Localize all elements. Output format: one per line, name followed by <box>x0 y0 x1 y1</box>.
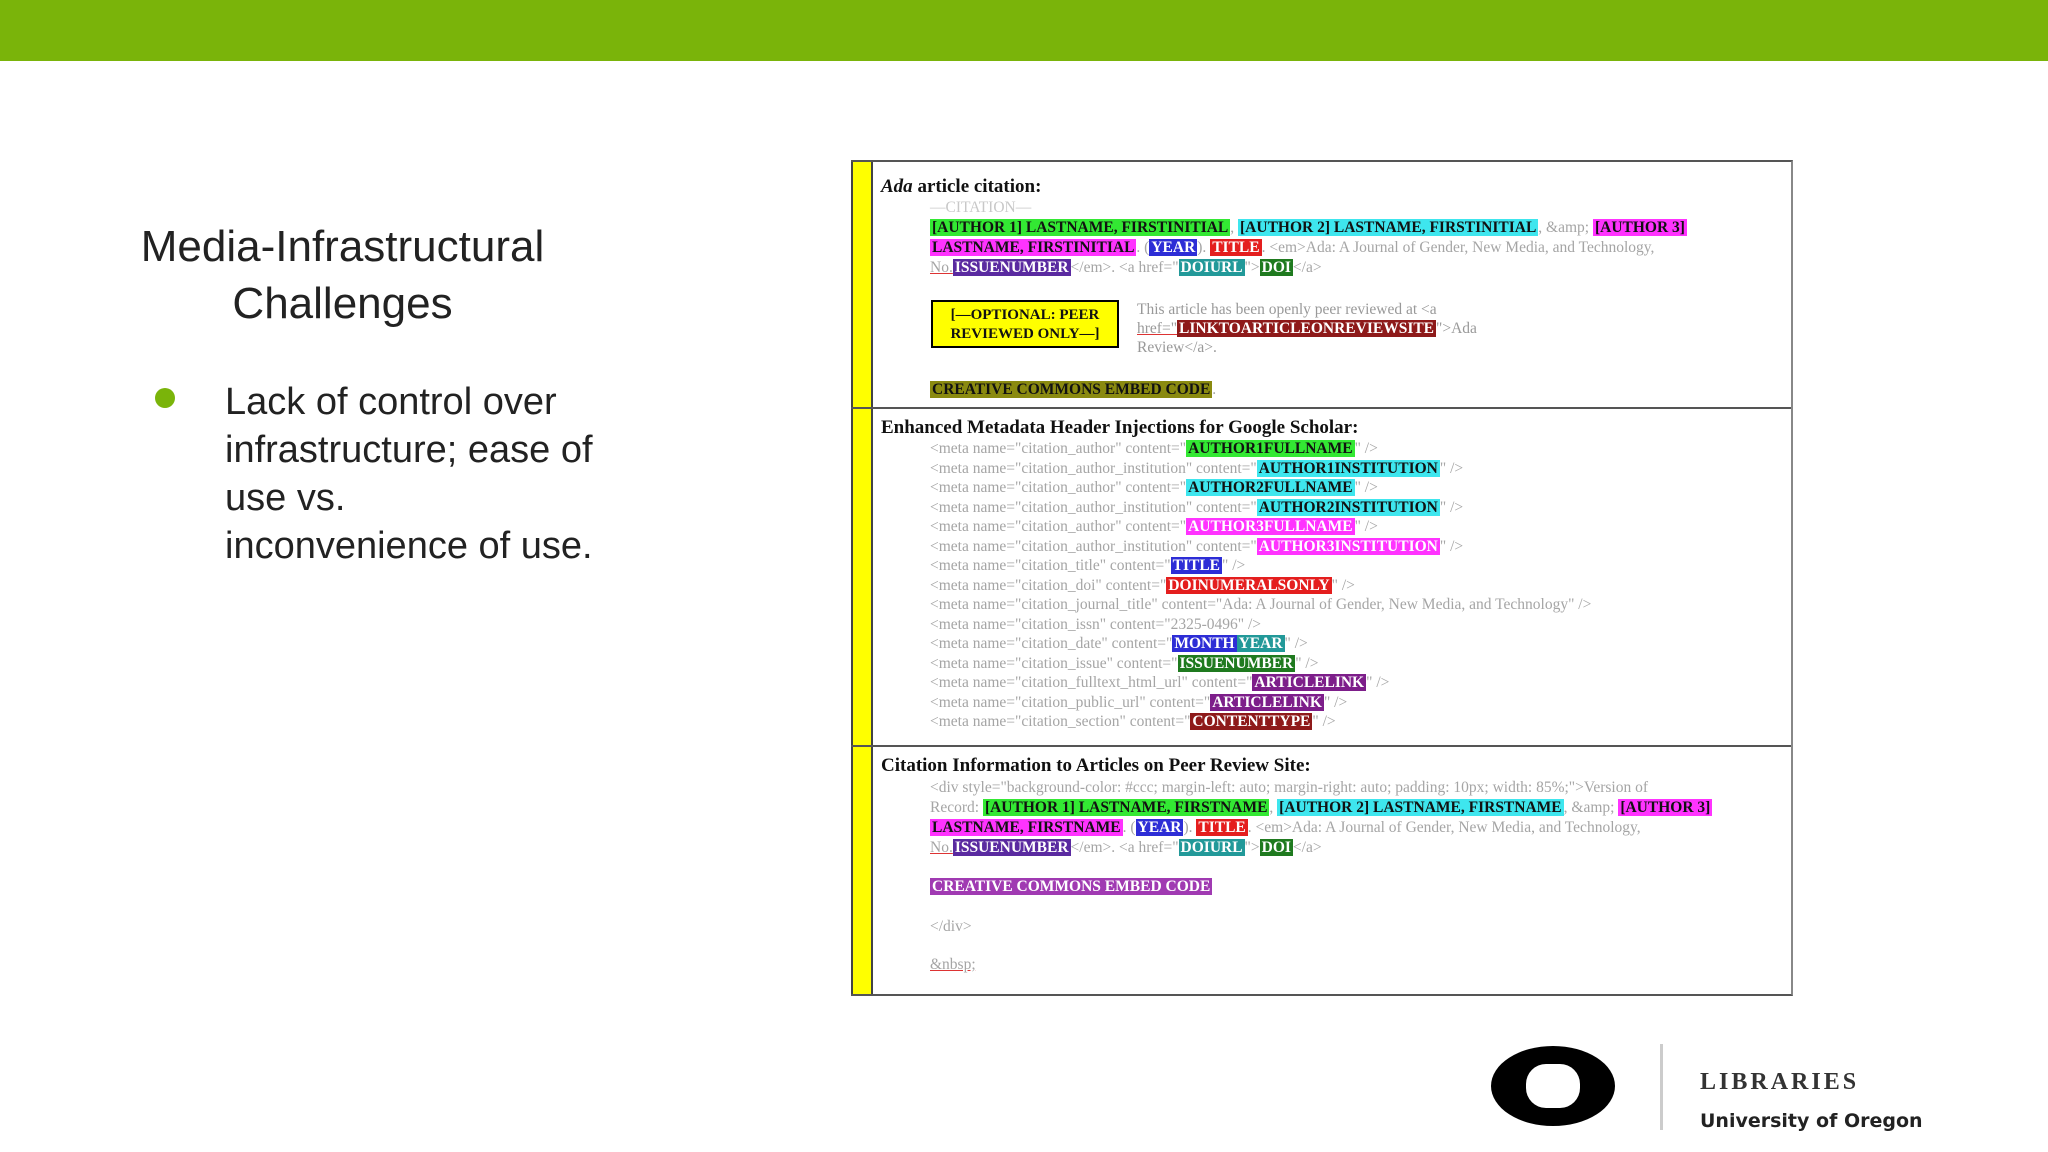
citation-line-1 <box>930 218 1687 237</box>
review-link-token: LINKTOARTICLEONREVIEWSITE <box>1179 320 1435 337</box>
meta-prefix: <meta name="citation_author" content=" <box>930 440 1187 457</box>
sep: ). <box>1197 239 1211 256</box>
document-figure <box>851 160 1793 996</box>
title-token: TITLE <box>1198 819 1246 836</box>
no-label: No. <box>930 259 953 276</box>
sep: , <box>1269 799 1278 816</box>
meta-row <box>930 576 1355 595</box>
logo-divider <box>1660 1044 1663 1130</box>
title-token: TITLE <box>1212 239 1260 256</box>
author2-token: [AUTHOR 2] LASTNAME, FIRSTNAME <box>1279 799 1562 816</box>
meta-prefix: <meta name="citation_author" content=" <box>930 479 1187 496</box>
issue-token: ISSUENUMBER <box>954 839 1069 856</box>
meta-row <box>930 478 1378 497</box>
meta-suffix: " /> <box>1439 498 1464 516</box>
meta-value-token: MONTH <box>1174 635 1235 652</box>
meta-prefix: <meta name="citation_fulltext_html_url" content=" <box>930 674 1253 691</box>
bullet-dot-icon <box>155 388 175 408</box>
sep: . <box>1212 381 1217 398</box>
bullet-text: Lack of control over infrastructure; ease of use vs. inconvenience of use. <box>225 381 593 567</box>
meta-suffix: " /> <box>1439 537 1464 555</box>
meta-row <box>930 459 1463 478</box>
section-title: Citation Information to Articles on Peer Review Site: <box>881 755 1311 776</box>
meta-row <box>930 556 1245 575</box>
sep: , &amp; <box>1563 799 1619 816</box>
meta-prefix: <meta name="citation_author_institution" content=" <box>930 537 1257 555</box>
citation-line-3 <box>930 838 1322 857</box>
sep: , <box>1230 219 1239 236</box>
peer-href: href=" <box>1137 320 1178 337</box>
year-token: YEAR <box>1151 239 1196 256</box>
meta-value-token: TITLE <box>1172 557 1220 574</box>
doi-token: DOI <box>1261 259 1291 276</box>
cc-embed-token: CREATIVE COMMONS EMBED CODE <box>932 381 1211 398</box>
journal-text: . <em>Ada: A Journal of Gender, New Media, and Technology, <box>1247 819 1641 836</box>
meta-prefix: <meta name="citation_journal_title" content="Ada: A Journal of Gender, New Media, and Technology" /> <box>930 596 1592 613</box>
logo-university-text: University of Oregon <box>1700 1110 1923 1132</box>
peer-end: ">Ada Review</a>. <box>1137 320 1477 356</box>
citation-line-1 <box>930 798 1712 817</box>
cc-embed-line <box>930 877 1212 896</box>
citation-line-2 <box>930 238 1654 257</box>
meta-value-token: ARTICLELINK <box>1212 693 1322 711</box>
section-title <box>881 176 1041 198</box>
sep: "> <box>1244 839 1260 856</box>
meta-value-token: AUTHOR2INSTITUTION <box>1258 498 1438 516</box>
meta-suffix: " /> <box>1354 440 1378 457</box>
meta-suffix: " /> <box>1331 576 1355 594</box>
peer-review-text <box>1137 300 1557 357</box>
meta-prefix: <meta name="citation_section" content=" <box>930 713 1191 730</box>
meta-row <box>930 693 1347 712</box>
meta-prefix: <meta name="citation_date" content=" <box>930 635 1173 652</box>
cc-embed-token: CREATIVE COMMONS EMBED CODE <box>932 878 1211 895</box>
uo-o-logo-icon <box>1488 1044 1618 1128</box>
slide-title-line1: Media-Infrastructural <box>140 222 545 271</box>
meta-row <box>930 498 1463 517</box>
author3-token: [AUTHOR 3] <box>1620 799 1711 816</box>
citation-comment: —CITATION— <box>930 199 1032 216</box>
meta-value-token: AUTHOR1INSTITUTION <box>1258 459 1438 477</box>
meta-suffix: " /> <box>1323 693 1348 711</box>
logo-libraries-text: LIBRARIES <box>1700 1069 1860 1095</box>
meta-row <box>930 634 1308 653</box>
meta-row <box>930 673 1389 692</box>
sep: "> <box>1244 259 1260 276</box>
meta-row <box>930 654 1318 673</box>
meta-value-token: CONTENTTYPE <box>1192 713 1311 730</box>
journal-text: . <em>Ada: A Journal of Gender, New Media, and Technology, <box>1261 239 1655 256</box>
year-token: YEAR <box>1137 819 1182 836</box>
doi-token: DOI <box>1261 839 1291 856</box>
meta-suffix: " /> <box>1366 674 1390 691</box>
section-peer-review-citation <box>875 747 1791 994</box>
author1-token: [AUTHOR 1] LASTNAME, FIRSTNAME <box>984 799 1268 816</box>
meta-prefix: <meta name="citation_title" content=" <box>930 557 1171 574</box>
meta-suffix: " /> <box>1222 557 1246 574</box>
meta-prefix: <meta name="citation_issn" content="2325-0496" /> <box>930 615 1262 633</box>
meta-prefix: <meta name="citation_issue" content=" <box>930 654 1178 672</box>
author3-name-token: LASTNAME, FIRSTINITIAL <box>932 239 1135 256</box>
title-rest: article citation: <box>912 176 1042 197</box>
section-title: Enhanced Metadata Header Injections for Google Scholar: <box>881 417 1359 438</box>
top-accent-bar <box>0 0 2048 61</box>
meta-prefix: <meta name="citation_doi" content=" <box>930 576 1167 594</box>
meta-value-token: AUTHOR1FULLNAME <box>1188 440 1353 457</box>
citation-line-3 <box>930 258 1322 277</box>
meta-suffix: " /> <box>1354 479 1378 496</box>
no-label: No. <box>930 839 953 856</box>
meta-row <box>930 439 1378 458</box>
author3-name-token: LASTNAME, FIRSTNAME <box>932 819 1121 836</box>
record-label: Record: <box>930 799 983 816</box>
meta-value-token: YEAR <box>1238 635 1283 652</box>
meta-prefix: <meta name="citation_public_url" content=" <box>930 693 1211 711</box>
slide-title-line2: Challenges <box>232 279 453 328</box>
sep: </a> <box>1292 839 1322 856</box>
meta-row <box>930 517 1378 536</box>
sep: </em>. <a href=" <box>1070 839 1179 856</box>
doiurl-token: DOIURL <box>1180 259 1243 276</box>
div-close-line: </div> <box>930 918 972 935</box>
meta-row <box>930 595 1591 614</box>
meta-suffix: " /> <box>1295 654 1319 672</box>
meta-row <box>930 615 1261 634</box>
section-article-citation <box>875 162 1791 407</box>
div-open-line: <div style="background-color: #ccc; margin-left: auto; margin-right: auto; padding: 10px; width: 85%;">Version of <box>930 779 1649 796</box>
cc-embed-line <box>930 380 1216 399</box>
sep: </a> <box>1292 259 1322 276</box>
meta-prefix: <meta name="citation_author_institution" content=" <box>930 459 1257 477</box>
meta-prefix: <meta name="citation_author_institution" content=" <box>930 498 1257 516</box>
meta-suffix: " /> <box>1284 635 1308 652</box>
meta-prefix: <meta name="citation_author" content=" <box>930 518 1187 535</box>
author3-token: [AUTHOR 3] <box>1594 219 1685 236</box>
slide-title <box>100 218 585 332</box>
title-italic: Ada <box>881 176 913 197</box>
meta-suffix: " /> <box>1354 518 1378 535</box>
meta-value-token: ISSUENUMBER <box>1179 654 1294 672</box>
meta-value-token: AUTHOR3FULLNAME <box>1188 518 1353 535</box>
meta-row <box>930 537 1463 556</box>
sep: </em>. <a href=" <box>1070 259 1179 276</box>
sep: , &amp; <box>1538 219 1593 236</box>
nbsp-line: &nbsp; <box>930 956 976 973</box>
section-metadata-header <box>875 409 1791 745</box>
meta-suffix: " /> <box>1439 459 1464 477</box>
optional-peer-box: [—OPTIONAL: PEER REVIEWED ONLY—] <box>931 300 1119 348</box>
citation-line-2 <box>930 818 1641 837</box>
sep: . ( <box>1136 239 1150 256</box>
peer-text: This article has been openly peer reviewed at <a <box>1137 301 1437 318</box>
meta-value-token: AUTHOR3INSTITUTION <box>1258 537 1438 555</box>
doiurl-token: DOIURL <box>1180 839 1243 856</box>
issue-token: ISSUENUMBER <box>954 259 1069 276</box>
sep: ). <box>1183 819 1197 836</box>
meta-value-token: AUTHOR2FULLNAME <box>1188 479 1353 496</box>
meta-suffix: " /> <box>1312 713 1336 730</box>
meta-row <box>930 712 1336 731</box>
meta-value-token: ARTICLELINK <box>1254 674 1365 691</box>
author1-token: [AUTHOR 1] LASTNAME, FIRSTINITIAL <box>932 219 1229 236</box>
yellow-margin-bar <box>851 162 873 994</box>
meta-value-token: DOINUMERALSONLY <box>1168 576 1330 594</box>
author2-token: [AUTHOR 2] LASTNAME, FIRSTINITIAL <box>1240 219 1537 236</box>
sep: . ( <box>1122 819 1136 836</box>
